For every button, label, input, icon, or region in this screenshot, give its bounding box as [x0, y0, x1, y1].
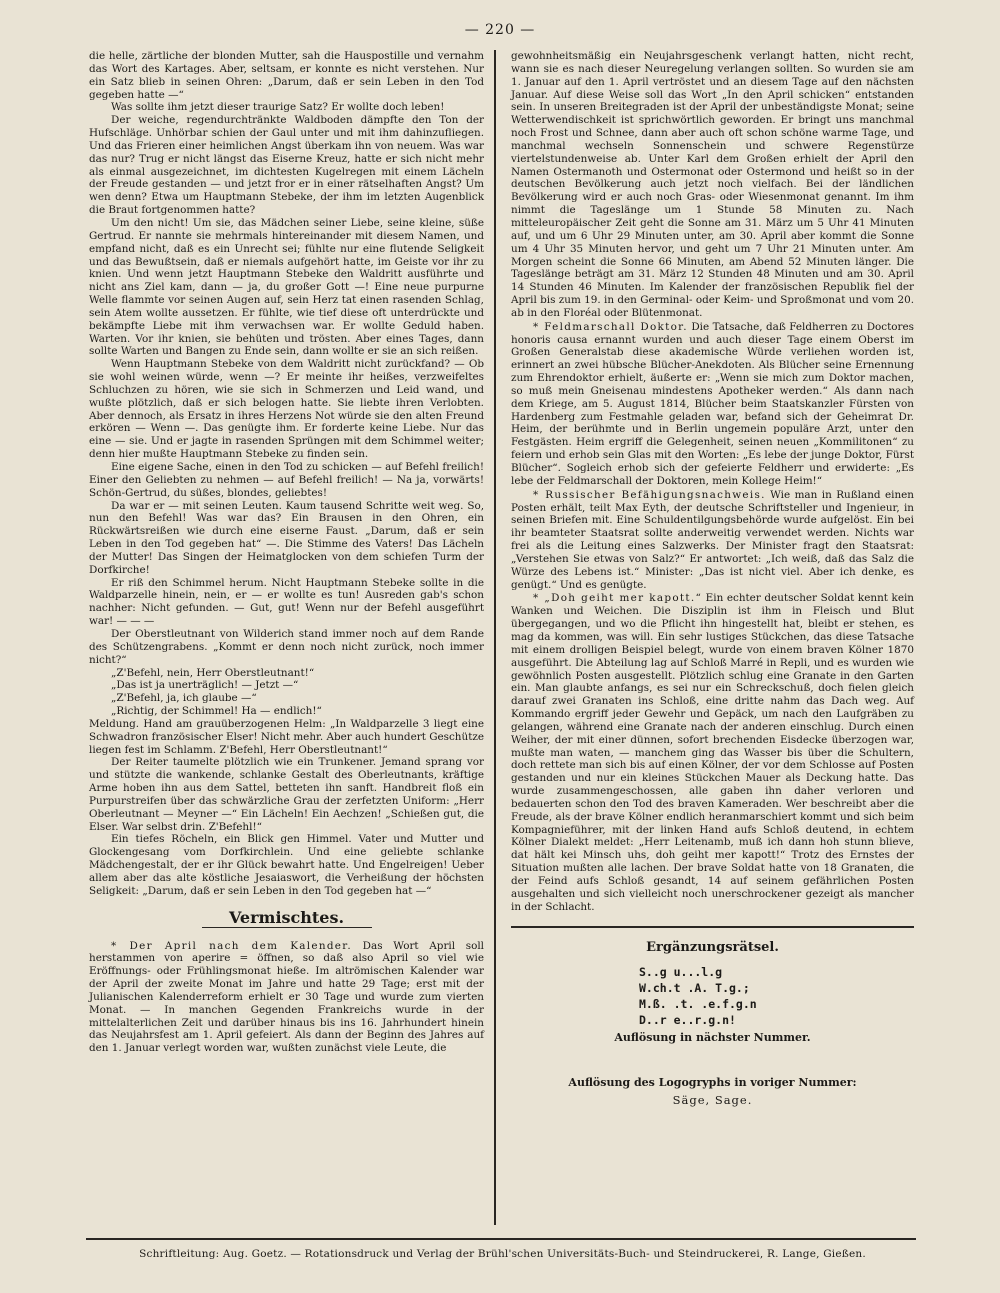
story-paragraph: Wenn Hauptmann Stebeke von dem Waldritt nicht zurückfand? — Ob sie wohl weinen würde, wenn —? Er meinte ihr heißes, verzweifeltes Schluchzen zu hören, wie sie sich in Schmerzen und Leid wand, und wußte plötzlich, daß er sich belogen hatte. Sie liebte ihren Verlobten. Aber dennoch, als Ersatz in ihres Herzens Not würde sie den alten Freund erkören — Wenn —. Das genügte ihm. Er forderte keine Liebe. Nur das eine — sie. Und er jagte in rasenden Sprüngen mit dem Schimmel weiter; denn hier mußte Hauptmann Stebeke zu finden sein.: [89, 358, 484, 461]
story-paragraph: Meldung. Hand am grauüberzogenen Helm: „In Waldparzelle 3 liegt eine Schwadron französischer Elser! Nicht mehr. Aber auch hundert Geschütze liegen fest im Schlamm. Z'Befehl, Herr Oberstleutnant!“: [89, 717, 484, 756]
article-kapott: [511, 592, 914, 913]
story-paragraph: die helle, zärtliche der blonden Mutter, sah die Hauspostille und vernahm das Wort des Kartages. Aber, seltsam, er konnte es nicht verstehen. Nur ein Satz blieb in seinen Ohren: „Darum, daß er sein Leben in den Tod gegeben hatte —“: [89, 50, 484, 101]
story-paragraph: Er riß den Schimmel herum. Nicht Hauptmann Stebeke sollte in die Waldparzelle hinein, nein, er — er wollte es tun! Ausreden gab's schon nachher: Nicht gefunden. — Gut, gut! Wenn nur der Befehl ausgeführt war! — — —: [89, 576, 484, 628]
page-number: — 220 —: [464, 22, 536, 38]
column-divider: [494, 50, 496, 1225]
puzzle-box: [511, 939, 914, 1108]
article-title: * Russischer Befähigungsnachweis.: [533, 488, 766, 501]
puzzle-line: D..r e..r.g.n!: [639, 1013, 736, 1028]
left-column: [89, 50, 484, 1055]
article-title: * Der April nach dem Kalender.: [111, 939, 352, 952]
solution-value: Säge, Sage.: [672, 1093, 753, 1108]
story-paragraph: Eine eigene Sache, einen in den Tod zu schicken — auf Befehl freilich! Einer den Geliebten zu nehmen — auf Befehl freilich! — Na ja, vorwärts! Schön-Gertrud, du süßes, blondes, geliebtes!: [89, 461, 484, 499]
puzzle-line: W.ch.t .A. T.g.;: [639, 981, 750, 996]
article-text: Das Wort April soll herstammen von aperire = öffnen, so daß also April so viel wie Eröffnungs- oder Frühlingsmonat hieße. Im altrömischen Kalender war der April der zweite Monat im Jahre und hatte 29 Tage; erst mit der Julianischen Kalenderreform erhielt er 30 Tage und wurde zum vierten Monat. — In manchen Gegenden Frankreichs wurde in der mittelalterlichen Zeit und darüber hinaus bis ins 16. Jahrhundert hinein das Neujahrsfest am 1. April gefeiert. Als dann der Beginn des Jahres auf den 1. Januar verlegt worden war, wußten zunächst viele Leute, die: [89, 939, 484, 1055]
footer-imprint: Schriftleitung: Aug. Goetz. — Rotationsdruck und Verlag der Brühl'schen Universitäts-Buch- und Steindruckerei, R. Lange, Gießen.: [139, 1248, 866, 1260]
story-paragraph: Der Reiter taumelte plötzlich wie ein Trunkener. Jemand sprang vor und stützte die wankende, schlanke Gestalt des Oberleutnants, kräftige Arme hoben ihn aus dem Sattel, betteten ihn sanft. Handbreit floß ein Purpurstreifen über das schwärzliche Grau der zerfetzten Uniform: „Herr Oberleutnant — Meyner —“ Ein Lächeln! Ein Aechzen! „Schießen gut, die Elser. War selbst drin. Z'Befehl!“: [89, 756, 484, 833]
story-paragraph: Da war er — mit seinen Leuten. Kaum tausend Schritte weit weg. So, nun den Befehl! Was war das? Ein Brausen in den Ohren, ein Rückwärtsreißen wie durch eine eiserne Faust. „Darum, daß er sein Leben in den Tod gegeben hat“ —. Die Stimme des Vaters! Das Lächeln der Mutter! Das Singen der Heimatglocken von dem schiefen Turm der Dorfkirche!: [89, 499, 484, 576]
story-paragraph: Ein tiefes Röcheln, ein Blick gen Himmel. Vater und Mutter und Glockengesang vom Dorfkirchlein. Und eine geliebte schlanke Mädchengestalt, der er ihr Glück bewahrt hatte. Und Engelreigen! Ueber allem aber das alte köstliche Jesaiaswort, die Verheißung der höchsten Seligkeit: „Darum, daß er sein Leben in den Tod gegeben hat —“: [89, 833, 484, 897]
right-column: [511, 50, 914, 1107]
solution-label: Auflösung des Logogryphs in voriger Nummer:: [568, 1076, 857, 1090]
story-dialogue: „Z'Befehl, nein, Herr Oberstleutnant!“: [111, 666, 315, 679]
story-dialogue: „Z'Befehl, ja, ich glaube —“: [111, 692, 257, 705]
footer-divider: [86, 1238, 916, 1240]
puzzle-note: Auflösung in nächster Nummer.: [614, 1031, 811, 1045]
story-paragraph: Um den nicht! Um sie, das Mädchen seiner Liebe, seine kleine, süße Gertrud. Er nannte sie mehrmals hintereinander mit diesem Namen, und empfand nicht, daß es ein Unrecht sei; fühlte nur eine flutende Seligkeit und das Bewußtsein, daß er niemals aufgehört hatte, im Geiste vor ihr zu knien. Und wenn jetzt Hauptmann Stebeke den Waldritt ausführte und nicht ans Ziel kam, dann — ja, du großer Gott —! Eine neue purpurne Welle flammte vor seinen Augen auf, sein Herz tat einen rasenden Schlag, sein Atem wollte aussetzen. Er fühlte, wie tief diese oft unterdrückte und bekämpfte Liebe mit ihm verwachsen war. Er wollte Geduld haben. Warten. Vor ihr knien, sie behüten und trösten. Aber eines Tages, dann sollte Warten und Bangen zu Ende sein, dann wollte er sie an sich reißen.: [89, 216, 484, 358]
story-paragraph: Der weiche, regendurchtränkte Waldboden dämpfte den Ton der Hufschläge. Unhörbar schien der Gaul unter und mit ihm dahinzufliegen. Und das Frieren einer heimlichen Angst überkam ihn von neuem. Was war das nur? Trug er nicht längst das Eiserne Kreuz, hatte er sich nicht mehr als einmal ausgezeichnet, im dichtesten Kugelregen mit einem Lächeln der Freude gestanden — und jetzt fror er in einer rätselhaften Angst? Um wen denn? Etwa um Hauptmann Stebeke, der ihm im letzten Augenblick die Braut fortgenommen hatte?: [89, 114, 484, 217]
section-heading-vermischtes: Vermischtes.: [202, 912, 372, 928]
article-title: * Feldmarschall Doktor.: [533, 320, 688, 333]
story-dialogue: „Richtig, der Schimmel! Ha — endlich!“: [111, 705, 322, 718]
article-russian: [511, 489, 914, 592]
story-paragraph: Was sollte ihm jetzt dieser traurige Satz? Er wollte doch leben!: [111, 101, 445, 114]
article-text: Die Tatsache, daß Feldherren zu Doctores honoris causa ernannt wurden und auch dieser Tage einem Oberst im Großen Generalstab diese akademische Würde verliehen worden ist, erinnert an zwei hübsche Blücher-Anekdoten. Als Blücher seine Ernennung zum Ehrendoktor erhielt, äußerte er: „Wenn sie mich zum Doktor machen, so muß mein Gneisenau mindestens Apotheker werden.“ Als dann nach dem Kriege, am 5. August 1814, Blücher beim Staatskanzler Fürsten von Hardenberg zum Festmahle geladen war, befand sich der Geheimrat Dr. Heim, der berühmte und in Berlin ungemein populäre Arzt, unter den Festgästen. Heim ergriff die Gelegenheit, seinen neuen „Kommilitonen“ zu feiern und erhob sein Glas mit den Worten: „Es lebe der junge Doktor, Fürst Blücher“. Sogleich erhob sich der gefeierte Feldherr und erwiderte: „Es lebe der Feldmarschall der Doktoren, mein Kollege Heim!“: [511, 320, 914, 487]
article-text: Wie man in Rußland einen Posten erhält, teilt Max Eyth, der deutsche Schriftsteller und Ingenieur, in seinen Briefen mit. Eine Schuldentilgungsbehörde wurde aufgelöst. Ein bei ihr beamteter Staatsrat sollte anderweitig verwendet werden. Nichts war frei als die Leitung eines Salzwerks. Der Minister fragt den Staatsrat: „Verstehen Sie etwas von Salz?“ Er antwortet: „Ich weiß, daß das Salz die Würze des Lebens ist.“ Minister: „Das ist nicht viel. Aber ich denke, es genügt.“ Und es genügte.: [511, 488, 914, 591]
puzzle-title: Ergänzungsrätsel.: [646, 939, 779, 955]
article-doctor: [511, 321, 914, 488]
story-dialogue: „Das ist ja unerträglich! — Jetzt —“: [111, 679, 299, 692]
article-title: * „Doh geiht mer kapott.“: [533, 592, 703, 605]
article-april-continued: gewohnheitsmäßig ein Neujahrsgeschenk verlangt hatten, nicht recht, wann sie es nach dieser Neuregelung verlangen sollten. So wurden sie am 1. Januar auf den 1. April vertröstet und an diesem Tage auf den nächsten Januar. Auf diese Weise soll das Wort „In den April schicken“ entstanden sein. In unseren Breitegraden ist der April der unbeständigste Monat; seine Wetterwendischkeit ist sprichwörtlich geworden. Er bringt uns manchmal noch Frost und Schnee, dann aber auch oft schon schöne warme Tage, und manchmal wechseln Sonnenschein und schwere Regenstürze viertelstundenweise ab. Unter Karl dem Großen erhielt der April den Namen Ostermanoth und Ostermonat oder Ostermond und heißt so in der deutschen Bevölkerung auch jetzt noch vielfach. Bei der ländlichen Bevölkerung wird er auch noch Gras- oder Wiesenmonat genannt. Im ihm nimmt die Tageslänge um 1 Stunde 58 Minuten zu. Nach mitteleuropäischer Zeit geht die Sonne am 31. März um 5 Uhr 41 Minuten auf, und um 6 Uhr 29 Minuten unter, am 30. April aber kommt die Sonne um 4 Uhr 35 Minuten hervor, und geht um 7 Uhr 21 Minuten unter. Am Morgen scheint die Sonne 66 Minuten, am Abend 52 Minuten länger. Die Tageslänge beträgt am 31. März 12 Stunden 48 Minuten und am 30. April 14 Stunden 46 Minuten. Im Kalender der französischen Republik fiel der April bis zum 19. in den Germinal- oder Keim- und Sproßmonat und vom 20. ab in den Floréal oder Blütenmonat.: [511, 50, 914, 319]
article-april: [89, 940, 484, 1056]
puzzle-line: M.ß. .t. .e.f.g.n: [639, 997, 757, 1012]
section-divider: [511, 926, 914, 928]
story-paragraph: Der Oberstleutnant von Wilderich stand immer noch auf dem Rande des Schützengrabens. „Kommt er denn noch nicht zurück, noch immer nicht?“: [89, 627, 484, 666]
article-text: Ein echter deutscher Soldat kennt kein Wanken und Weichen. Die Disziplin ist ihm in Fleisch und Blut übergegangen, und wo die Pflicht ihn hingestellt hat, bleibt er stehen, es mag da kommen, was will. Ein sehr lustiges Stückchen, das diese Tatsache mit einem drolligen Beispiel belegt, wurde von einem braven Kölner 1870 ausgeführt. Die Abteilung lag auf Schloß Marré in Repli, und es wurden wie gewöhnlich Posten ausgestellt. Plötzlich schlug eine Granate in den Garten ein. Man glaubte anfangs, es sei nur ein Schreckschuß, doch fielen gleich darauf zwei Granaten ins Schloß, eine dritte nahm das Dach weg. Auf Kommando ergriff jeder Gewehr und Gepäck, um nach den Laufgräben zu gelangen, während eine Granate nach der anderen einschlug. Durch einen Weiher, der mit einer dünnen, sofort brechenden Eisdecke überzogen war, mußte man waten, — manchem ging das Wasser bis über die Schultern, doch rettete man sich bis auf einen Kölner, der vor dem Schlosse auf Posten gestanden und nur ein kleines Stückchen Mauer als Deckung hatte. Das wurde zusammengeschossen, alle gaben ihn daher verloren und bedauerten schon den Tod des braven Kameraden. Wer beschreibt aber die Freude, als der brave Kölner endlich heranmarschiert kommt und sich beim Kompagnieführer, mit der linken Hand aufs Schloß deutend, in echtem Kölner Dialekt meldet: „Herr Leitenamb, muß ich dann hoh stunn blieve, dat hält kei Minsch uhs, doh geiht mer kapott!“ Trotz des Ernstes der Situation mußten alle lachen. Der brave Soldat hatte von 18 Granaten, die der Feind aufs Schloß gesandt, 14 auf seinem gefährlichen Posten ausgehalten und sich vielleicht noch unerschrockener gezeigt als mancher in der Schlacht.: [511, 592, 914, 913]
puzzle-line: S..g u...l.g: [639, 965, 723, 980]
